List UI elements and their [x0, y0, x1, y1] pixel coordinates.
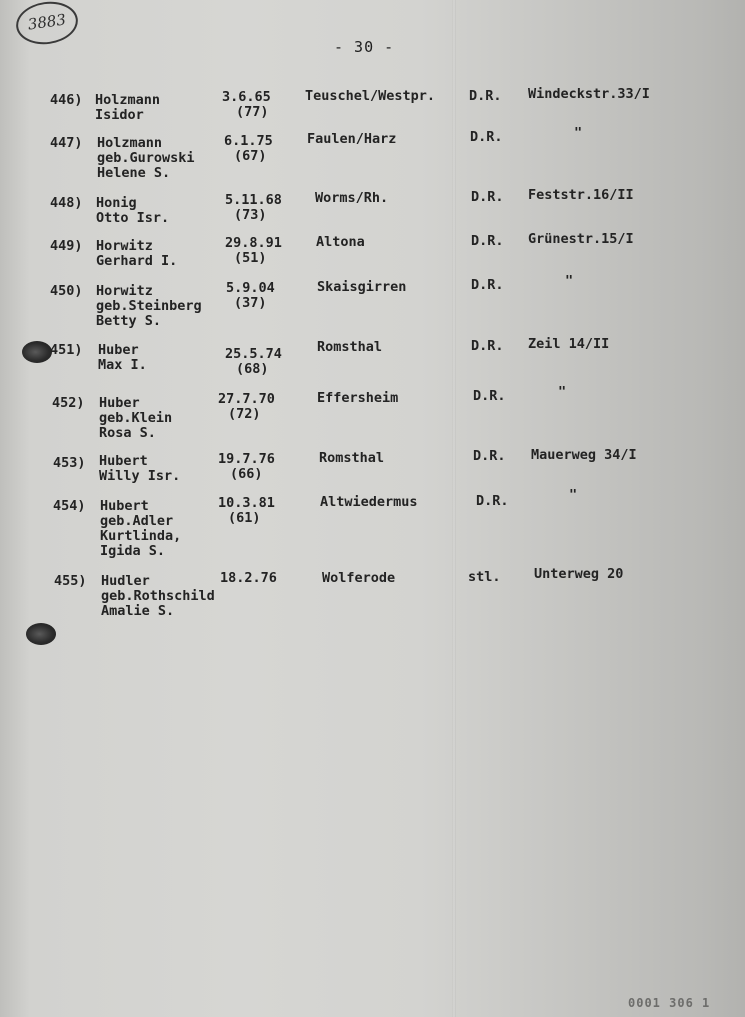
entry-number: 449) — [50, 238, 83, 254]
entry-address: " — [569, 487, 578, 503]
entry-surname: Huber — [98, 342, 139, 358]
entry-maiden-name: geb.Adler — [100, 513, 174, 529]
entry-maiden-name: geb.Klein — [99, 410, 173, 426]
archive-reference: 0001 306 1 — [628, 996, 711, 1010]
entry-surname: Hudler — [101, 573, 150, 589]
entry-given-name: Betty S. — [96, 313, 162, 329]
entry-birthdate: 10.3.81 — [218, 495, 275, 511]
entry-surname: Horwitz — [96, 238, 153, 254]
entry-nationality: D.R. — [471, 277, 504, 293]
entry-address: Grünestr.15/I — [528, 231, 634, 247]
entry-surname: Horwitz — [96, 283, 153, 299]
entry-number: 446) — [50, 92, 83, 108]
entry-given-name: Isidor — [95, 107, 144, 123]
entry-birthdate: 5.11.68 — [225, 192, 282, 208]
entry-number: 448) — [50, 195, 83, 211]
entry-surname: Honig — [96, 195, 137, 211]
entry-nationality: D.R. — [471, 338, 504, 354]
entry-given-name: Rosa S. — [99, 425, 156, 441]
entry-given-name: Gerhard I. — [96, 253, 178, 269]
entry-birthplace: Romsthal — [319, 450, 385, 466]
entry-address: Unterweg 20 — [534, 566, 624, 582]
page-number: - 30 - — [334, 38, 395, 56]
entry-maiden-name: geb.Steinberg — [96, 298, 202, 314]
entry-nationality: stl. — [468, 569, 501, 585]
archive-stamp: 3883 — [13, 0, 80, 48]
entry-birthplace: Romsthal — [317, 339, 383, 355]
entry-nationality: D.R. — [473, 388, 506, 404]
entry-number: 452) — [52, 395, 85, 411]
entry-nationality: D.R. — [471, 233, 504, 249]
entry-given-name: Otto Isr. — [96, 210, 170, 226]
punch-hole — [26, 623, 56, 645]
entry-surname: Hubert — [99, 453, 148, 469]
entry-address: " — [574, 125, 583, 141]
entry-age: (61) — [228, 510, 261, 526]
entry-surname: Holzmann — [97, 135, 163, 151]
entry-birthplace: Effersheim — [317, 390, 399, 406]
entry-nationality: D.R. — [469, 88, 502, 104]
entry-given-name: Kurtlinda, — [100, 528, 182, 544]
entry-address: Zeil 14/II — [528, 336, 610, 352]
entry-given-name: Willy Isr. — [99, 468, 181, 484]
entry-surname: Hubert — [100, 498, 149, 514]
entry-age: (73) — [234, 207, 267, 223]
entry-birthdate: 29.8.91 — [225, 235, 282, 251]
entry-age: (66) — [230, 466, 263, 482]
entry-birthdate: 19.7.76 — [218, 451, 275, 467]
entry-nationality: D.R. — [471, 189, 504, 205]
entry-given-name: Helene S. — [97, 165, 171, 181]
entry-maiden-name: geb.Rothschild — [101, 588, 215, 604]
entry-number: 451) — [50, 342, 83, 358]
entry-age: (37) — [234, 295, 267, 311]
entry-birthplace: Worms/Rh. — [315, 190, 389, 206]
entry-age: (77) — [236, 104, 269, 120]
entry-birthdate: 6.1.75 — [224, 133, 273, 149]
entry-number: 453) — [53, 455, 86, 471]
entry-address: " — [565, 273, 574, 289]
entry-number: 454) — [53, 498, 86, 514]
entry-age: (51) — [234, 250, 267, 266]
entry-nationality: D.R. — [473, 448, 506, 464]
entry-nationality: D.R. — [476, 493, 509, 509]
entry-number: 447) — [50, 135, 83, 151]
entry-given-name: Amalie S. — [101, 603, 175, 619]
punch-hole — [22, 341, 52, 363]
entry-address: Feststr.16/II — [528, 187, 634, 203]
paper-crease — [452, 0, 456, 1017]
entry-birthdate: 25.5.74 — [225, 346, 282, 362]
entry-surname: Holzmann — [95, 92, 161, 108]
entry-age: (67) — [234, 148, 267, 164]
entry-number: 450) — [50, 283, 83, 299]
entry-address: Mauerweg 34/I — [531, 447, 637, 463]
entry-age: (72) — [228, 406, 261, 422]
entry-birthplace: Altona — [316, 234, 365, 250]
entry-birthplace: Altwiedermus — [320, 494, 418, 510]
entry-birthdate: 18.2.76 — [220, 570, 277, 586]
entry-birthplace: Skaisgirren — [317, 279, 407, 295]
entry-birthplace: Faulen/Harz — [307, 131, 397, 147]
entry-nationality: D.R. — [470, 129, 503, 145]
entry-number: 455) — [54, 573, 87, 589]
entry-birthplace: Wolferode — [322, 570, 396, 586]
entry-age: (68) — [236, 361, 269, 377]
entry-birthplace: Teuschel/Westpr. — [305, 88, 436, 104]
entry-given-name: Max I. — [98, 357, 147, 373]
entry-birthdate: 27.7.70 — [218, 391, 275, 407]
entry-birthdate: 3.6.65 — [222, 89, 271, 105]
entry-surname: Huber — [99, 395, 140, 411]
entry-maiden-name: geb.Gurowski — [97, 150, 195, 166]
entry-birthdate: 5.9.04 — [226, 280, 275, 296]
entry-given-name-2: Igida S. — [100, 543, 166, 559]
entry-address: " — [558, 384, 567, 400]
entry-address: Windeckstr.33/I — [528, 86, 650, 102]
